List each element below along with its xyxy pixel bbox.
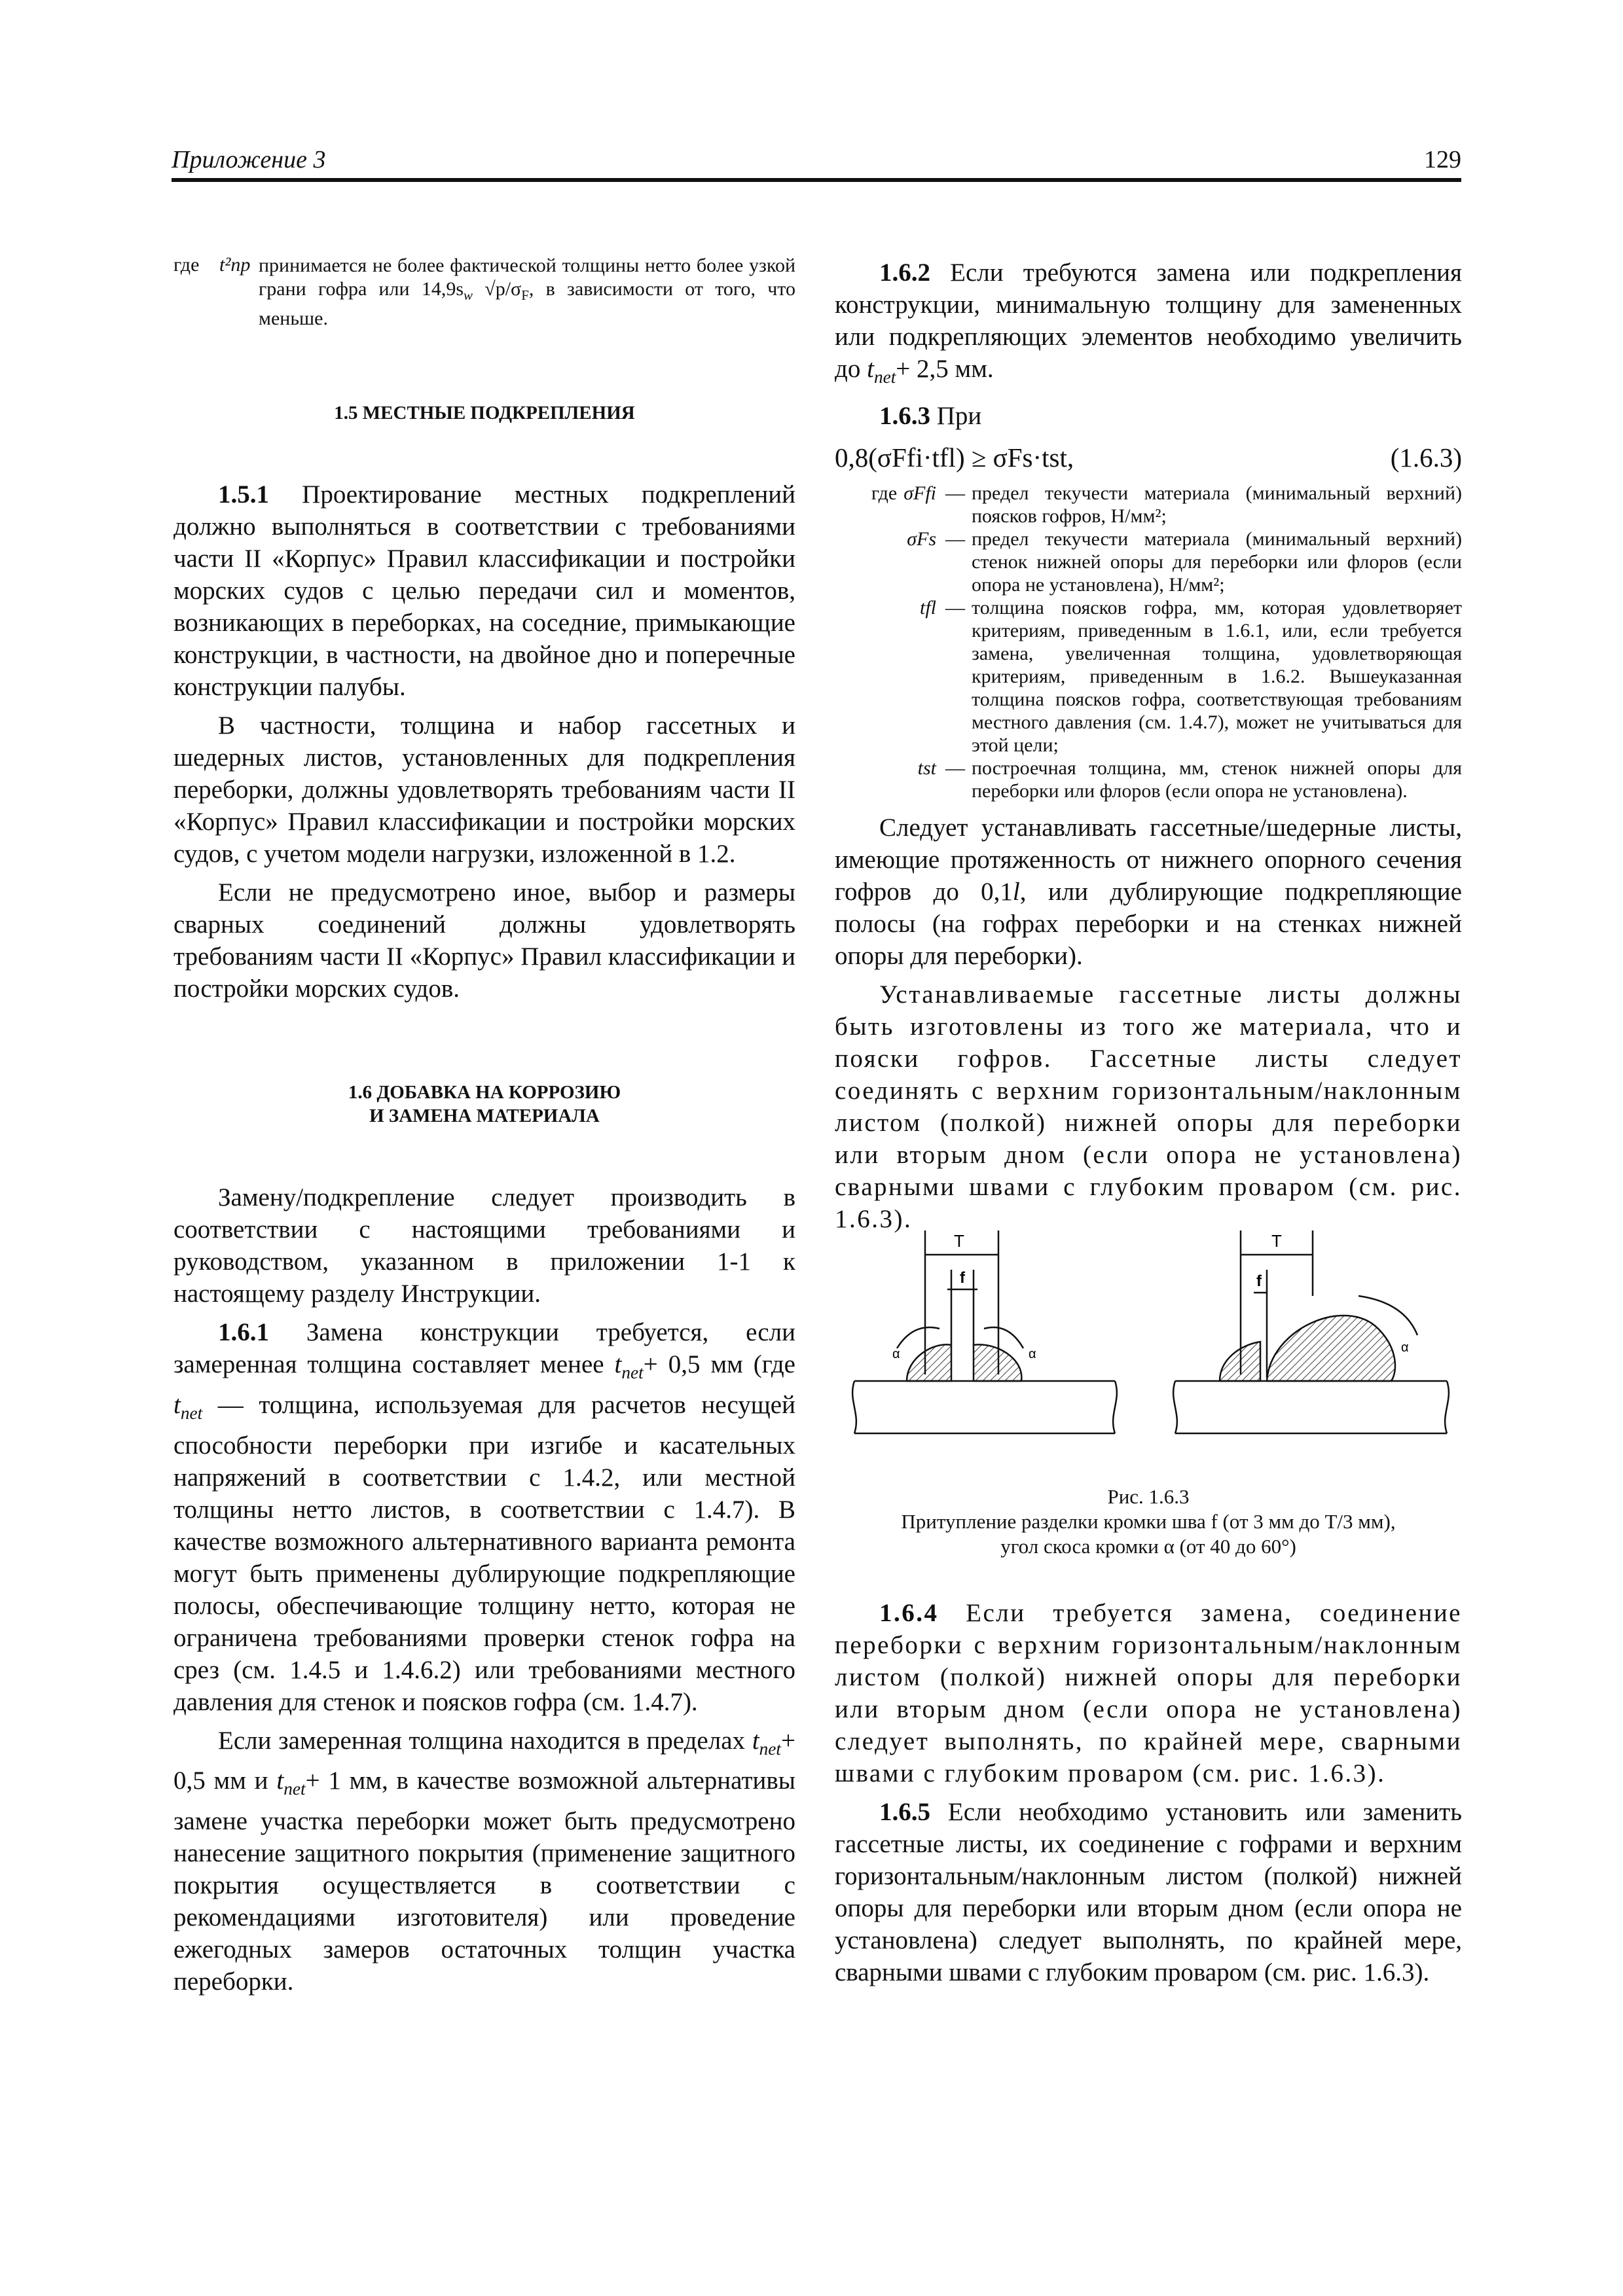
section-heading-1-6-line1: 1.6 ДОБАВКА НА КОРРОЗИЮ bbox=[348, 1082, 621, 1103]
definition-text: построечная толщина, мм, стенок нижней опоры для переборки или флоров (если опора не установлена). bbox=[972, 757, 1462, 802]
paragraph-1-5-1-b: В частности, толщина и набор гассетных и шедерных листов, установленных для подкрепления переборки, должны удовлетворять требованиям части II «Корпус» Правил классификации и постройки морских судов, с учетом модели нагрузки, изложенной в 1.2. bbox=[173, 711, 795, 868]
definition-symbol: σFfi bbox=[903, 482, 936, 504]
weld-right-detail bbox=[1173, 1230, 1449, 1433]
label-alpha-left-2: α bbox=[1029, 1347, 1036, 1361]
definition-text: предел текучести материала (минимальный верхний) поясков гофров, Н/мм²; bbox=[972, 482, 1462, 527]
definition-row bbox=[835, 482, 1462, 528]
formula-number: (1.6.3) bbox=[1390, 442, 1462, 473]
label-alpha-right: α bbox=[1401, 1340, 1409, 1355]
paragraph-1-5-1: 1.5.1 Проектирование местных подкреплений должно выполняться в соответствии с требованиями части II «Корпус» Правил классификации и постройки морских судов с целью передачи сил и моментов, возникающих в переборках, на соседние, примыкающие конструкции, в частности, на двойное дно и поперечные конструкции палубы. bbox=[173, 480, 796, 701]
paragraph-1-6-4: 1.6.4 Если требуется замена, соединение переборки с верхним горизонтальным/наклонным листом (полкой) нижней опоры для переборки или вторым дном (если опора не установлена) следует выполнять, по крайней мере, сварными швами с глубоким проваром (см. рис. 1.6.3). bbox=[835, 1599, 1462, 1787]
paragraph-1-6-3-b: Следует устанавливать гассетные/шедерные листы, имеющие протяженность от нижнего опорного сечения гофров до 0,1l, или дублирующие подкрепляющие полосы (на гофрах переборки и на стенках нижней опоры для переборки). bbox=[835, 813, 1462, 970]
label-f-left: f bbox=[960, 1269, 965, 1287]
definition-dash: — bbox=[945, 528, 965, 550]
definition-symbol: tfl bbox=[919, 596, 936, 619]
definition-dash: — bbox=[945, 482, 965, 504]
section-heading-1-6-line2: И ЗАМЕНА МАТЕРИАЛА bbox=[369, 1105, 600, 1126]
definition-symbol: tst bbox=[917, 757, 936, 779]
formula-1-6-3 bbox=[835, 439, 1462, 476]
paragraph-1-5-1-c: Если не предусмотрено иное, выбор и размеры сварных соединений должны удовлетворять требованиям части II «Корпус» Правил классификации и постройки морских судов. bbox=[173, 878, 795, 1003]
where-text: принимается не более фактической толщины нетто более узкой грани гофра или $14,9s_w$ $√p/\sigma_F$, в зависимости от того, что меньше. bbox=[259, 255, 795, 329]
paragraph-1-6-2: 1.6.2 Если требуются замена или подкрепления конструкции, минимальную толщину для замененных или подкрепляющих элементов необходимо увеличить до $t_{net}+ 2,5$ мм. bbox=[835, 259, 1462, 387]
page-number: 129 bbox=[1424, 146, 1461, 173]
page-header bbox=[172, 145, 1461, 182]
formula: 0,8(σFfi·tfl) ≥ σFs·tst, bbox=[835, 442, 1074, 473]
definition-row bbox=[835, 596, 1462, 757]
where-intro bbox=[173, 254, 795, 331]
weld-left-detail bbox=[852, 1230, 1117, 1433]
definition-where: где bbox=[871, 482, 898, 504]
definition-text: толщина поясков гофра, мм, которая удовлетворяет критериям, приведенным в 1.6.1, или, если требуется замена, увеличенная толщина, удовлетворяющая критериям, приведенным в 1.6.2. Вышеуказанная толщина поясков гофра, соответствующая требованиям местного давления (см. 1.4.7), может не учитываться для этой цели; bbox=[972, 596, 1462, 756]
right-column-lower bbox=[835, 1597, 1462, 1995]
label-T-left: T bbox=[954, 1231, 964, 1251]
definition-dash: — bbox=[945, 596, 965, 619]
figure-caption-line1: Притупление разделки кромки шва f (от 3 мм до T/3 мм), bbox=[901, 1510, 1396, 1533]
figure-caption-line2: угол скоса кромки α (от 40 до 60°) bbox=[1000, 1535, 1296, 1558]
weld-figure bbox=[835, 1217, 1462, 1505]
definition-text: предел текучести материала (минимальный верхний) стенок нижней опоры для переборки или флоров (если опора не установлена), Н/мм²; bbox=[972, 528, 1462, 596]
running-title: Приложение 3 bbox=[172, 146, 326, 173]
right-column bbox=[835, 257, 1462, 1242]
label-alpha-left-1: α bbox=[892, 1347, 900, 1361]
figure-caption bbox=[835, 1484, 1462, 1559]
figure-caption-title: Рис. 1.6.3 bbox=[1107, 1485, 1190, 1508]
header-rule bbox=[172, 178, 1461, 182]
label-f-right: f bbox=[1256, 1272, 1262, 1290]
label-T-right: T bbox=[1271, 1231, 1282, 1251]
definitions-list bbox=[835, 482, 1462, 802]
paragraph-1-6-3-c: Устанавливаемые гассетные листы должны быть изготовлены из того же материала, что и пояски гофров. Гассетные листы следует соединять с верхним горизонтальным/наклонным листом (полкой) нижней опоры для переборки или вторым дном (если опора не установлена) сварными швами с глубоким проваром (см. рис. 1.6.3). bbox=[835, 980, 1462, 1233]
paragraph-1-6-3: 1.6.3 При bbox=[879, 401, 982, 430]
definition-dash: — bbox=[945, 757, 965, 779]
where-symbol: t²пр bbox=[219, 254, 251, 276]
where-word: где bbox=[173, 254, 200, 276]
definition-row bbox=[835, 528, 1462, 596]
paragraph-1-6-1-d: Если замеренная толщина находится в пределах $t_{net}+ 0,5$ мм и $t_{net}+ 1$ мм, в качестве возможной альтернативы замене участка переборки может быть предусмотрено нанесение защитного покрытия (применение защитного покрытия осуществляется в соответствии с рекомендациями изготовителя) или проведение ежегодных замеров остаточных толщин участка переборки. bbox=[173, 1726, 796, 1996]
definition-row bbox=[835, 757, 1462, 802]
paragraph-1-6-5: 1.6.5 Если необходимо установить или заменить гассетные листы, их соединение с гофрами и верхним горизонтальным/наклонным листом (полкой) нижней опоры для переборки или вторым дном (если опора не установлена) следует выполнять, по крайней мере, сварными швами с глубоким проваром (см. рис. 1.6.3). bbox=[835, 1798, 1462, 1986]
left-column bbox=[173, 249, 795, 2004]
paragraph-1-6-1: 1.6.1 Замена конструкции требуется, если замеренная толщина составляет менее $t_{net}+ 0,5$ мм (где $t_{net}$ — толщина, используемая для расчетов несущей способности переборки при изгибе и касательных напряжений в соответствии с 1.4.2, или местной толщины нетто листов, в соответствии с 1.4.7). В качестве возможного альтернативного варианта ремонта могут быть применены дублирующие подкрепляющие полосы, обеспечивающие толщину нетто, которая не ограничена требованиями проверки стенок гофра на срез (см. 1.4.5 и 1.4.6.2) или требованиями местного давления для стенок и поясков гофра (см. 1.4.7). bbox=[173, 1318, 795, 1716]
paragraph-1-6-intro: Замену/подкрепление следует производить в соответствии с настоящими требованиями и руководством, указанном в приложении 1-1 к настоящему разделу Инструкции. bbox=[173, 1183, 795, 1308]
definition-symbol: σFs bbox=[907, 528, 936, 550]
section-heading-1-5: 1.5 МЕСТНЫЕ ПОДКРЕПЛЕНИЯ bbox=[334, 403, 635, 423]
